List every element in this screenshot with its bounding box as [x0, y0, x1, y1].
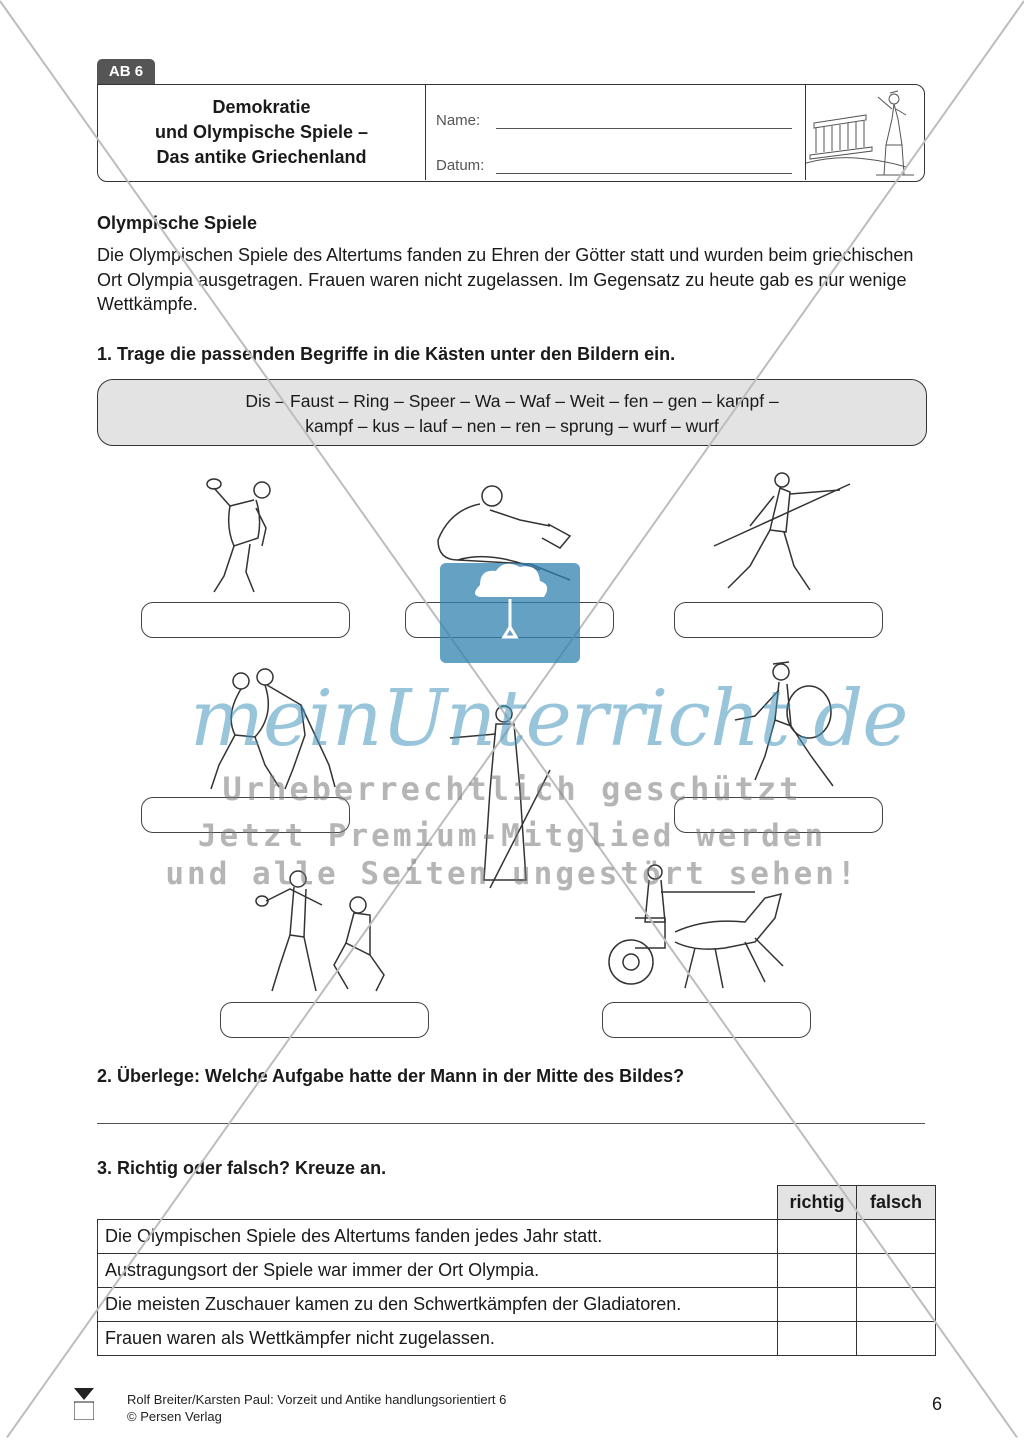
worksheet-tag: AB 6	[97, 59, 155, 84]
statement-4: Frauen waren als Wettkämpfer nicht zugelassen.	[98, 1322, 778, 1356]
checkbox-false-2[interactable]	[857, 1254, 936, 1288]
answer-box-3[interactable]	[674, 602, 883, 638]
answer-box-1[interactable]	[141, 602, 350, 638]
title-line-2: und Olympische Spiele –	[154, 122, 369, 142]
statement-2: Austragungsort der Spiele war immer der Ort Olympia.	[98, 1254, 778, 1288]
watermark-copyright: Urheberrechtlich geschützt	[222, 770, 802, 808]
discus-thrower-figure	[200, 468, 290, 598]
watermark-premium: Jetzt Premium-Mitglied werden	[197, 818, 827, 854]
checkbox-true-4[interactable]	[778, 1322, 857, 1356]
name-field[interactable]	[496, 128, 792, 129]
worksheet-title	[98, 85, 426, 180]
javelin-thrower-figure	[710, 470, 860, 600]
table-row	[98, 1288, 936, 1322]
watermark-see-all: und alle Seiten ungestört sehen!	[165, 856, 859, 892]
date-field[interactable]	[496, 173, 792, 174]
statement-1: Die Olympischen Spiele des Altertums fanden jedes Jahr statt.	[98, 1220, 778, 1254]
task-2-title: 2. Überlege: Welche Aufgabe hatte der Mann in der Mitte des Bildes?	[97, 1066, 685, 1086]
word-bank	[97, 379, 927, 446]
checkbox-false-1[interactable]	[857, 1220, 936, 1254]
task-1-title: 1. Trage die passenden Begriffe in die Kästen unter den Bildern ein.	[97, 344, 676, 364]
footer-credit: Rolf Breiter/Karsten Paul: Vorzeit und Antike handlungsorientiert 6	[127, 1392, 507, 1407]
answer-box-7[interactable]	[602, 1002, 811, 1038]
column-header-true: richtig	[778, 1186, 857, 1220]
header-box	[97, 84, 925, 182]
table-row	[98, 1322, 936, 1356]
table-row	[98, 1254, 936, 1288]
briefcase-cloud-icon	[440, 555, 580, 665]
watermark-brand: meinUnterricht.de	[190, 674, 908, 764]
footer-publisher: © Persen Verlag	[127, 1409, 222, 1424]
checkbox-true-3[interactable]	[778, 1288, 857, 1322]
name-label: Name:	[436, 112, 481, 129]
intro-text: Die Olympischen Spiele des Altertums fanden zu Ehren der Götter statt und wurden beim griechischen Ort Olympia ausgetragen. Frauen waren nicht zugelassen. Im Gegensatz zu heute gab es nur wenige Wettkämpfe.	[97, 245, 914, 314]
title-line-1: Demokratie	[212, 97, 311, 117]
footer-credits	[127, 1391, 506, 1425]
section-heading: Olympische Spiele	[97, 213, 258, 233]
title-line-3: Das antike Griechenland	[156, 147, 367, 167]
checkbox-false-4[interactable]	[857, 1322, 936, 1356]
word-bank-line-1: Dis – Faust – Ring – Speer – Wa – Waf – Weit – fen – gen – kampf –	[245, 391, 779, 411]
date-label: Datum:	[436, 157, 485, 174]
answer-box-6[interactable]	[220, 1002, 429, 1038]
publisher-logo	[74, 1388, 94, 1420]
statement-3: Die meisten Zuschauer kamen zu den Schwertkämpfen der Gladiatoren.	[98, 1288, 778, 1322]
true-false-table	[97, 1185, 936, 1356]
word-bank-line-2: kampf – kus – lauf – nen – ren – sprung – wurf – wurf	[305, 416, 719, 436]
table-row	[98, 1220, 936, 1254]
task-3-title: 3. Richtig oder falsch? Kreuze an.	[97, 1158, 387, 1178]
column-header-false: falsch	[857, 1186, 936, 1220]
name-date-cell	[426, 85, 806, 180]
task-2-answer-line[interactable]	[97, 1123, 925, 1124]
checkbox-true-1[interactable]	[778, 1220, 857, 1254]
page-number: 6	[932, 1394, 943, 1414]
checkbox-true-2[interactable]	[778, 1254, 857, 1288]
